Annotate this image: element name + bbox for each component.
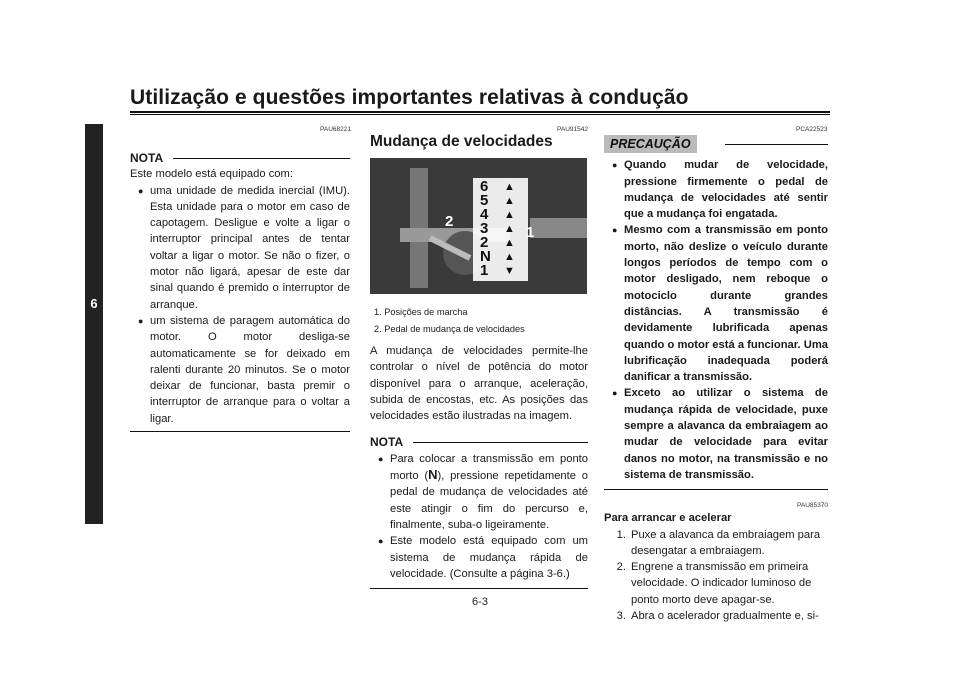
list-item: ● um sistema de paragem automática do motor. O motor desliga-se automaticamente se for deixado em ralenti durante 20 minutos. Se o motor deixar de funcionar, basta premir o interruptor de arranque para o voltar a ligar.: [138, 314, 350, 425]
list-item: ● uma unidade de medida inercial (IMU). Esta unidade para o motor em caso de capotagem. Desligue e volte a ligar o interruptor principal antes de tentar voltar a ligar o motor. Se não o fizer, o motor não ligará, apesar de este dar sinal quando é premido o interruptor de arranque.: [138, 184, 350, 311]
figure-caption: 1. Posições de marcha 2. Pedal de mudança de velocidades: [374, 307, 525, 334]
column-1: [130, 150, 350, 432]
nota-end-rule: [130, 431, 350, 432]
arrow-up-icon: ▲: [504, 251, 515, 263]
gear-shift-photo: [370, 158, 587, 294]
list-item: ● Quando mudar de velocidade, pressione firmemente o pedal de mudança de velocidades até sentir que a mudança foi engatada.: [612, 159, 828, 221]
caution-end-rule: [604, 489, 828, 490]
code-col1: PAU68221: [320, 126, 351, 133]
page-number: 6-3: [472, 596, 488, 608]
nota-heading: NOTA: [130, 150, 350, 166]
list-item: ● Este modelo está equipado com um sistema de mudança rápida de velocidade. (Consulte a página 3-6.): [378, 535, 588, 580]
arrow-up-icon: ▲: [504, 209, 515, 221]
caution-label: PRECAUÇÃO: [604, 135, 697, 153]
gear-positions: 6 5 4 3 2 N 1: [480, 178, 491, 279]
arrow-up-icon: ▲: [504, 181, 515, 193]
chapter-number: 6: [90, 296, 98, 311]
code-col3b: PAU85370: [797, 502, 828, 510]
gear-arrows: [504, 180, 515, 278]
arrow-up-icon: ▲: [504, 223, 515, 235]
neutral-symbol: N: [428, 467, 438, 483]
list-item: ● Mesmo com a transmissão em ponto morto, não deslize o veículo durante longos períodos de tempo com o motor desligado, nem reboque o motociclo durante grandes distâncias. A transmissão é devidamente lubrificada apenas quando o motor está a funcionar. Uma lubrificação inadequada poderá danificar a transmissão.: [612, 224, 828, 384]
code-col3: PCA22523: [796, 126, 828, 133]
callout-1: 1: [526, 224, 535, 241]
list-item: ● Para colocar a transmissão em ponto morto (N), pressione repetidamente o pedal de mudança de velocidades até este atingir o fim do percurso e, finalmente, suba-o ligeiramente.: [378, 452, 588, 531]
subheading: Para arrancar e acelerar: [604, 512, 732, 525]
header-rule: [130, 111, 830, 113]
list-item: ● Exceto ao utilizar o sistema de mudança rápida de velocidade, puxe sempre a alavanca da embraiagem ao mudar de velocidade para evitar danos no motor, na transmissão e no sistema de transmissão.: [612, 387, 828, 481]
arrow-up-icon: ▲: [504, 195, 515, 207]
column-2-body: [370, 343, 588, 589]
page-title: Utilização e questões importantes relativas à condução: [130, 86, 689, 109]
list-item: 3. Abra o acelerador gradualmente e, si-: [616, 610, 819, 623]
intro-paragraph: A mudança de velocidades permite-lhe controlar o nível de potência do motor disponível para o arranque, aceleração, subida de encostas, etc. As posições das velocidades estão ilustradas na imagem.: [370, 345, 588, 423]
arrow-down-icon: ▼: [504, 265, 515, 277]
section-heading: Mudança de velocidades: [370, 133, 553, 150]
chapter-tab: [85, 124, 103, 524]
list-item: 1. Puxe a alavanca da embraiagem para desengatar a embraiagem.: [616, 528, 821, 557]
nota-heading-2: NOTA: [370, 434, 588, 450]
caution-header: [604, 135, 828, 153]
code-col2: PAU91542: [557, 126, 588, 133]
callout-2: 2: [445, 213, 454, 230]
column-3: [604, 135, 828, 624]
list-item: 2. Engrene a transmissão em primeira velocidade. O indicador luminoso de ponto morto deve apagar-se.: [616, 561, 812, 606]
nota-intro: Este modelo está equipado com:: [130, 168, 293, 181]
header-rule-thin: [130, 114, 830, 115]
arrow-up-icon: ▲: [504, 237, 515, 249]
nota-end-rule-2: [370, 588, 588, 589]
